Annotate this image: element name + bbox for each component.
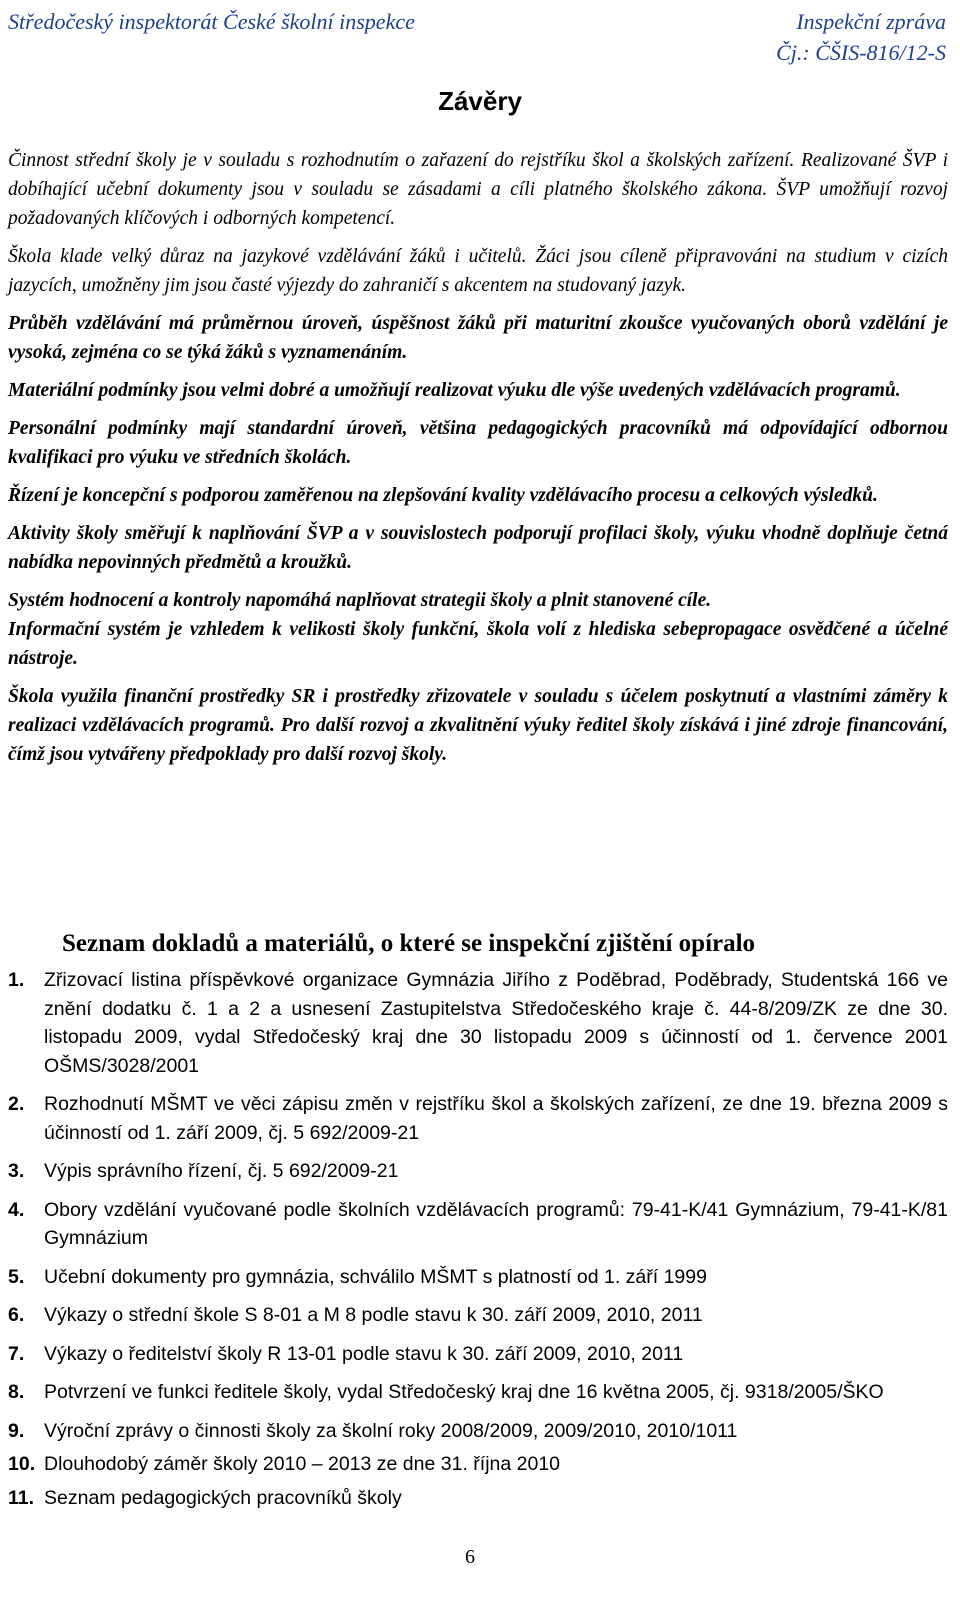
conclusion-paragraph: Škola klade velký důraz na jazykové vzdělávání žáků i učitelů. Žáci jsou cíleně připravováni na studium v cizích jazycích, umožněny jim jsou časté výjezdy do zahraničí s akcentem na studovaný jazyk. [8, 246, 948, 296]
list-item-number: 1. [8, 969, 25, 991]
list-item [8, 966, 948, 1080]
conclusions-section [8, 146, 948, 778]
list-item [8, 1340, 948, 1369]
list-item-text: Výkazy o střední škole S 8-01 a M 8 podle stavu k 30. září 2009, 2010, 2011 [44, 1304, 703, 1326]
header-report-info [776, 6, 946, 68]
list-item-text: Výpis správního řízení, čj. 5 692/2009-21 [44, 1160, 399, 1182]
header-reference-number: Čj.: ČŠIS-816/12-S [776, 40, 946, 65]
list-item-number: 10. [8, 1453, 36, 1475]
conclusion-paragraph: Řízení je koncepční s podporou zaměřenou na zlepšování kvality vzdělávacího procesu a celkových výsledků. [8, 485, 878, 506]
list-item-text: Učební dokumenty pro gymnázia, schválilo MŠMT s platností od 1. září 1999 [44, 1265, 707, 1288]
list-item [8, 1301, 948, 1330]
list-item-number: 6. [8, 1304, 25, 1326]
list-item [8, 1378, 948, 1407]
page-title: Závěry [438, 86, 522, 116]
list-item [8, 1417, 948, 1446]
conclusion-paragraph: Aktivity školy směřují k naplňování ŠVP a v souvislostech podporují profilaci školy, výuku vhodně doplňuje četná nabídka nepovinných předmětů a kroužků. [8, 523, 948, 573]
list-item-text: Výroční zprávy o činnosti školy za školní roky 2008/2009, 2009/2010, 2010/1011 [44, 1419, 738, 1442]
list-item [8, 1263, 948, 1292]
conclusion-paragraph: Materiální podmínky jsou velmi dobré a umožňují realizovat výuku dle výše uvedených vzdělávacích programů. [8, 380, 901, 401]
conclusion-paragraph: Průběh vzdělávání má průměrnou úroveň, úspěšnost žáků při maturitní zkoušce vyučovaných oborů vzdělání je vysoká, zejména co se týká žáků s vyznamenáním. [8, 313, 948, 363]
list-item-text: Rozhodnutí MŠMT ve věci zápisu změn v rejstříku škol a školských zařízení, ze dne 19. března 2009 s účinností od 1. září 2009, čj. 5 692/2009-21 [44, 1093, 948, 1144]
documents-list-title: Seznam dokladů a materiálů, o které se inspekční zjištění opíralo [62, 930, 756, 957]
documents-list [8, 966, 948, 1517]
list-item-text: Potvrzení ve funkci ředitele školy, vydal Středočeský kraj dne 16 května 2005, čj. 9318/2005/ŠKO [44, 1381, 884, 1403]
list-item-text: Dlouhodobý záměr školy 2010 – 2013 ze dne 31. října 2010 [44, 1453, 561, 1475]
list-item [8, 1157, 948, 1186]
page-number: 6 [465, 1546, 475, 1568]
list-item-number: 11. [8, 1486, 35, 1509]
list-item [8, 1484, 948, 1513]
list-item [8, 1196, 948, 1253]
conclusion-paragraph: Činnost střední školy je v souladu s rozhodnutím o zařazení do rejstříku škol a školských zařízení. Realizované ŠVP i dobíhající učební dokumenty jsou v souladu se zásadami a cíli platného školského zákona. ŠVP umožňují rozvoj požadovaných klíčových i odborných kompetencí. [8, 150, 948, 229]
list-item [8, 1090, 948, 1147]
list-item-text: Zřizovací listina příspěvkové organizace Gymnázia Jiřího z Poděbrad, Poděbrady, Studentská 166 ve znění dodatku č. 1 a 2 a usnesení Zastupitelstva Středočeského kraje č. 44-8/209/ZK ze dne 30. listopadu 2009, vydal Středočeský kraj dne 30 listopadu 2009 s účinností od 1. července 2001 OŠMS/3028/2001 [44, 969, 948, 1077]
conclusion-paragraph: Informační systém je vzhledem k velikosti školy funkční, škola volí z hlediska sebepropagace osvědčené a účelné nástroje. [8, 619, 948, 669]
list-item-text: Výkazy o ředitelství školy R 13-01 podle stavu k 30. září 2009, 2010, 2011 [44, 1342, 684, 1365]
conclusion-paragraph: Personální podmínky mají standardní úroveň, většina pedagogických pracovníků má odpovídající odbornou kvalifikaci pro výuku ve středních školách. [8, 418, 948, 468]
list-item-number: 8. [8, 1381, 25, 1403]
conclusion-paragraph: Škola využila finanční prostředky SR i prostředky zřizovatele v souladu s účelem poskytnutí a vlastními záměry k realizaci vzdělávacích programů. Pro další rozvoj a zkvalitnění výuky ředitel školy získává i jiné zdroje financování, čímž jsou vytvářeny předpoklady pro další rozvoj školy. [8, 686, 948, 765]
header-report-title: Inspekční zpráva [796, 9, 946, 34]
list-item [8, 1450, 948, 1479]
list-item-number: 2. [8, 1093, 25, 1115]
list-item-text: Obory vzdělání vyučované podle školních vzdělávacích programů: 79-41-K/41 Gymnázium, 79-41-K/81 Gymnázium [44, 1198, 948, 1249]
header-inspectorate: Středočeský inspektorát České školní inspekce [8, 9, 415, 34]
list-item-number: 3. [8, 1160, 25, 1182]
list-item-number: 4. [8, 1198, 25, 1221]
list-item-number: 9. [8, 1419, 25, 1442]
list-item-text: Seznam pedagogických pracovníků školy [44, 1486, 402, 1509]
conclusion-paragraph: Systém hodnocení a kontroly napomáhá naplňovat strategii školy a plnit stanovené cíle. [8, 590, 712, 611]
list-item-number: 7. [8, 1342, 25, 1365]
list-item-number: 5. [8, 1265, 25, 1288]
